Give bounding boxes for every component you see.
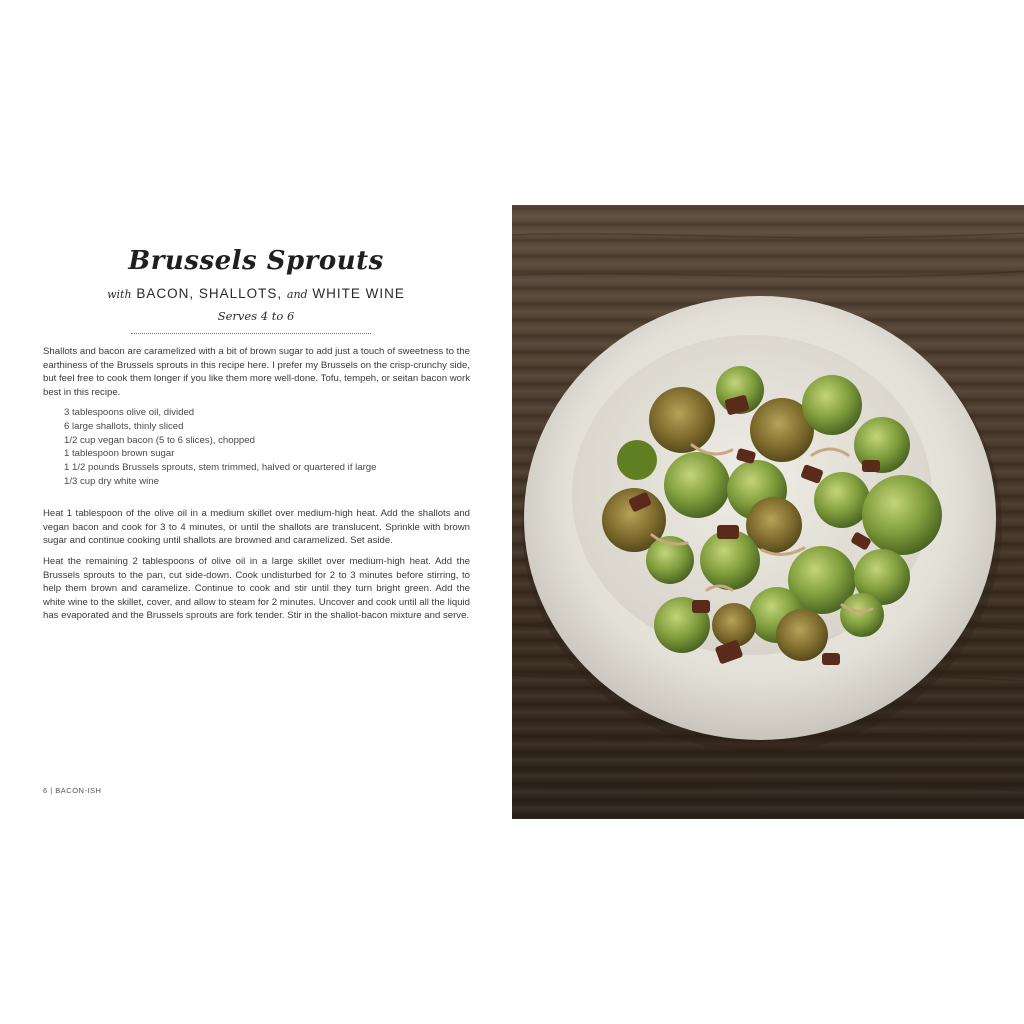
recipe-intro: Shallots and bacon are caramelized with a bit of brown sugar to add just a touch of sweetness to the earthiness of the Brussels sprouts in this recipe here. I prefer my Brussels on the crisp-crunchy side, but feel free to cook them longer if you like them more well-done. Tofu, tempeh, or seitan bacon work best in this recipe.	[43, 346, 470, 398]
recipe-title: Brussels Sprouts	[128, 246, 384, 276]
dish-photo	[512, 205, 1024, 819]
recipe-step-2: Heat the remaining 2 tablespoons of olive oil in a large skillet over medium-high heat. Add the Brussels sprouts to the pan, cut side-down. Cook undisturbed for 2 to 3 minutes before stirring, to help them brown and caramelize. Continue to cook and stir until they turn bright green. Add the white wine to the skillet, cover, and allow to steam for 2 minutes. Uncover and cook until all the liquid has evaporated and the Brussels sprouts are fork tender. Stir in the shallot-bacon mixture and serve.	[43, 556, 470, 622]
dotted-divider	[131, 333, 371, 334]
ingredient-item: 1 1/2 pounds Brussels sprouts, stem trimmed, halved or quartered if large	[64, 462, 377, 474]
ingredient-item: 1/2 cup vegan bacon (5 to 6 slices), chopped	[64, 434, 255, 446]
subtitle-part1: BACON, SHALLOTS,	[136, 286, 283, 301]
subtitle-with: with	[107, 288, 132, 301]
serves-label: Serves 4 to 6	[217, 309, 295, 323]
subtitle-and: and	[286, 288, 308, 301]
subtitle-part2: WHITE WINE	[312, 286, 405, 301]
ingredient-item: 3 tablespoons olive oil, divided	[64, 407, 195, 418]
ingredient-item: 1 tablespoon brown sugar	[64, 448, 175, 460]
ingredient-item: 6 large shallots, thinly sliced	[64, 420, 184, 432]
recipe-step-1: Heat 1 tablespoon of the olive oil in a medium skillet over medium-high heat. Add the shallots and vegan bacon and cook for 3 to 4 minutes, or until the shallots are translucent. Sprinkle with brown sugar and continue cooking until shallots are browned and caramelized. Set aside.	[43, 508, 470, 547]
page-folio: 6 | BACON-ISH	[43, 786, 102, 795]
ingredient-list	[64, 406, 464, 489]
bowl-of-brussels-sprouts-icon	[512, 205, 1024, 819]
recipe-subtitle	[0, 286, 512, 301]
ingredient-item: 1/3 cup dry white wine	[64, 475, 159, 487]
